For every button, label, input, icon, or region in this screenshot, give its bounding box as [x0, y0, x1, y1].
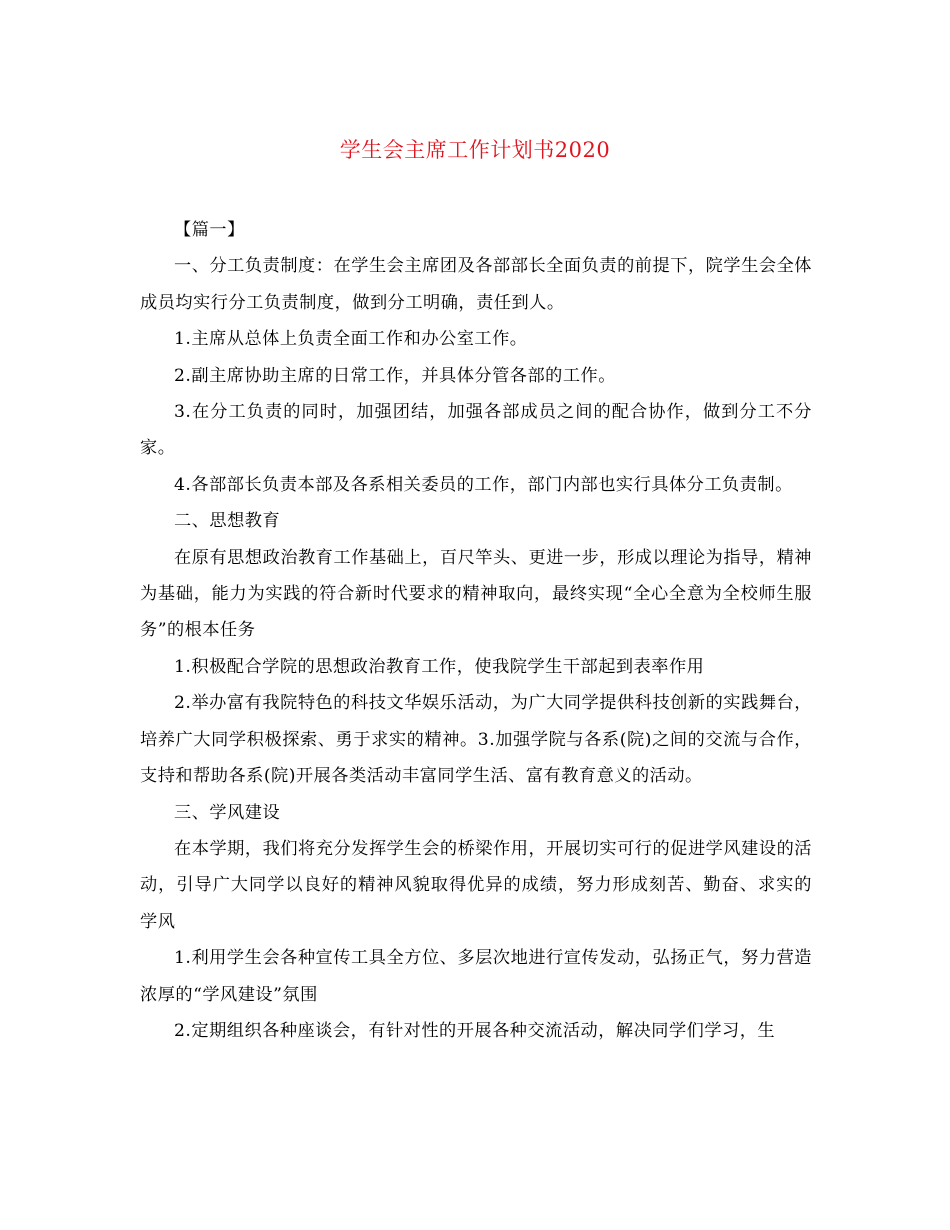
- list-item: 2.举办富有我院特色的科技文华娱乐活动，为广大同学提供科技创新的实践舞台，培养广大同学积极探索、勇于求实的精神。3.加强学院与各系(院)之间的交流与合作，支持和帮助各系(院)开展各类活动丰富同学生活、富有教育意义的活动。: [140, 693, 812, 787]
- list-item: 3.在分工负责的同时，加强团结，加强各部成员之间的配合协作，做到分工不分家。: [140, 402, 812, 459]
- section-heading: 【篇一】: [174, 220, 245, 240]
- list-item: 1.利用学生会各种宣传工具全方位、多层次地进行宣传发动，弘扬正气，努力营造浓厚的“学风建设”氛围: [140, 948, 812, 1005]
- paragraph: 在本学期，我们将充分发挥学生会的桥梁作用，开展切实可行的促进学风建设的活动，引导广大同学以良好的精神风貌取得优异的成绩，努力形成刻苦、勤奋、求实的学风: [140, 838, 812, 932]
- document-title: 学生会主席工作计划书2020: [339, 138, 611, 162]
- section-heading: 三、学风建设: [174, 802, 281, 823]
- paragraph: 在原有思想政治教育工作基础上，百尺竿头、更进一步，形成以理论为指导，精神为基础，能力为实践的符合新时代要求的精神取向，最终实现“全心全意为全校师生服务”的根本任务: [140, 547, 812, 641]
- list-item: 2.定期组织各种座谈会，有针对性的开展各种交流活动，解决同学们学习，生: [174, 1020, 776, 1041]
- paragraph: 一、分工负责制度：在学生会主席团及各部部长全面负责的前提下，院学生会全体成员均实行分工负责制度，做到分工明确，责任到人。: [140, 256, 812, 313]
- section-heading: 二、思想教育: [174, 511, 281, 532]
- document-body: [140, 212, 812, 1049]
- list-item: 1.积极配合学院的思想政治教育工作，使我院学生干部起到表率作用: [174, 656, 705, 677]
- list-item: 4.各部部长负责本部及各系相关委员的工作，部门内部也实行具体分工负责制。: [174, 474, 793, 495]
- list-item: 1.主席从总体上负责全面工作和办公室工作。: [174, 329, 528, 350]
- list-item: 2.副主席协助主席的日常工作，并具体分管各部的工作。: [174, 365, 616, 386]
